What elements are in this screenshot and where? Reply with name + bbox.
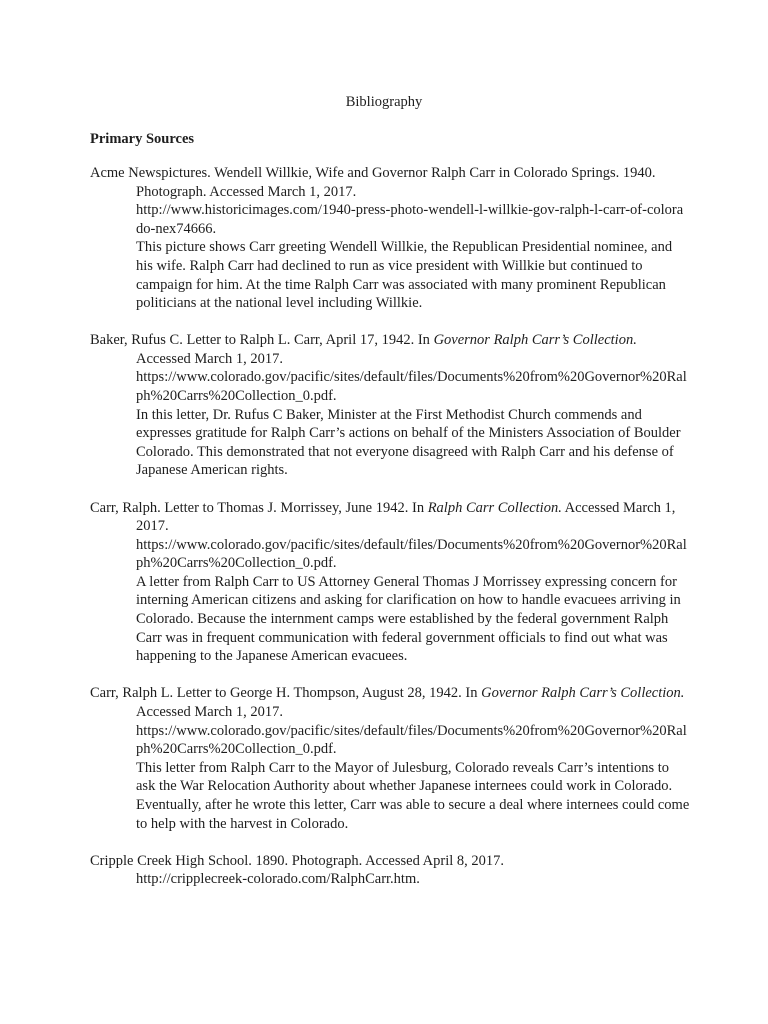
citation-italic: Ralph Carr Collection. [427, 499, 562, 516]
citation-text: Carr, Ralph. Letter to Thomas J. Morrissey, June 1942. In [90, 499, 428, 516]
citation-url: https://www.colorado.gov/pacific/sites/default/files/Documents%20from%20Governor%20Ralph%20Carrs%20Collection_0.pdf. [136, 369, 687, 405]
bibliography-entry [90, 164, 690, 313]
citation-italic: Governor Ralph Carr’s Collection. [433, 332, 637, 349]
citation-italic: Governor Ralph Carr’s Collection. [481, 685, 685, 702]
citation-url: https://www.colorado.gov/pacific/sites/default/files/Documents%20from%20Governor%20Ralph%20Carrs%20Collection_0.pdf. [136, 722, 687, 758]
annotation: In this letter, Dr. Rufus C Baker, Minister at the First Methodist Church commends and expresses gratitude for Ralph Carr’s actions on behalf of the Ministers Association of Boulder Colorado. This demonstrated that not everyone disagreed with Ralph Carr and his defense of Japanese American rights. [136, 406, 681, 479]
citation-text: Cripple Creek High School. 1890. Photograph. Accessed April 8, 2017. [90, 852, 505, 869]
section-heading: Primary Sources [90, 131, 195, 147]
citation [90, 164, 690, 201]
bibliography-list [90, 164, 690, 907]
annotation: A letter from Ralph Carr to US Attorney General Thomas J Morrissey expressing concern for interning American citizens and asking for clarification on how to handle evacuees arriving in Colorado. Because the internment camps were established by the federal government Ralph Carr was in frequent communication with federal government officials to find out what was happening to the Japanese American evacuees. [136, 573, 681, 665]
citation [90, 499, 690, 536]
citation-text-after: Accessed March 1, 2017. [136, 703, 283, 720]
bibliography-entry [90, 684, 690, 833]
citation-text: Carr, Ralph L. Letter to George H. Thompson, August 28, 1942. In [90, 685, 482, 702]
citation-text: Baker, Rufus C. Letter to Ralph L. Carr, April 17, 1942. In [90, 332, 434, 349]
bibliography-entry [90, 852, 690, 889]
citation-url: http://cripplecreek-colorado.com/RalphCarr.htm. [136, 871, 420, 888]
citation-text-after: Accessed March 1, 2017. [136, 499, 676, 535]
citation-url: http://www.historicimages.com/1940-press-photo-wendell-l-willkie-gov-ralph-l-carr-of-colorado-nex74666. [136, 202, 684, 237]
bibliography-entry [90, 331, 690, 480]
citation-text: Acme Newspictures. Wendell Willkie, Wife and Governor Ralph Carr in Colorado Springs. 1940. Photograph. Accessed March 1, 2017. [90, 165, 656, 200]
citation [90, 684, 690, 721]
annotation: This picture shows Carr greeting Wendell Willkie, the Republican Presidential nominee, and his wife. Ralph Carr had declined to run as vice president with Willkie but continued to campaign for him. At the time Ralph Carr was associated with many prominent Republican politicians at the national level including Willkie. [136, 239, 673, 312]
citation [90, 852, 690, 871]
citation [90, 331, 690, 368]
citation-text-after: Accessed March 1, 2017. [136, 350, 283, 367]
bibliography-entry [90, 499, 690, 666]
citation-url: https://www.colorado.gov/pacific/sites/default/files/Documents%20from%20Governor%20Ralph%20Carrs%20Collection_0.pdf. [136, 536, 687, 572]
page-title: Bibliography [345, 94, 423, 110]
annotation: This letter from Ralph Carr to the Mayor of Julesburg, Colorado reveals Carr’s intentions to ask the War Relocation Authority about whether Japanese internees could work in Colorado. Eventually, after he wrote this letter, Carr was able to secure a deal where internees could come to help with the harvest in Colorado. [136, 759, 690, 832]
